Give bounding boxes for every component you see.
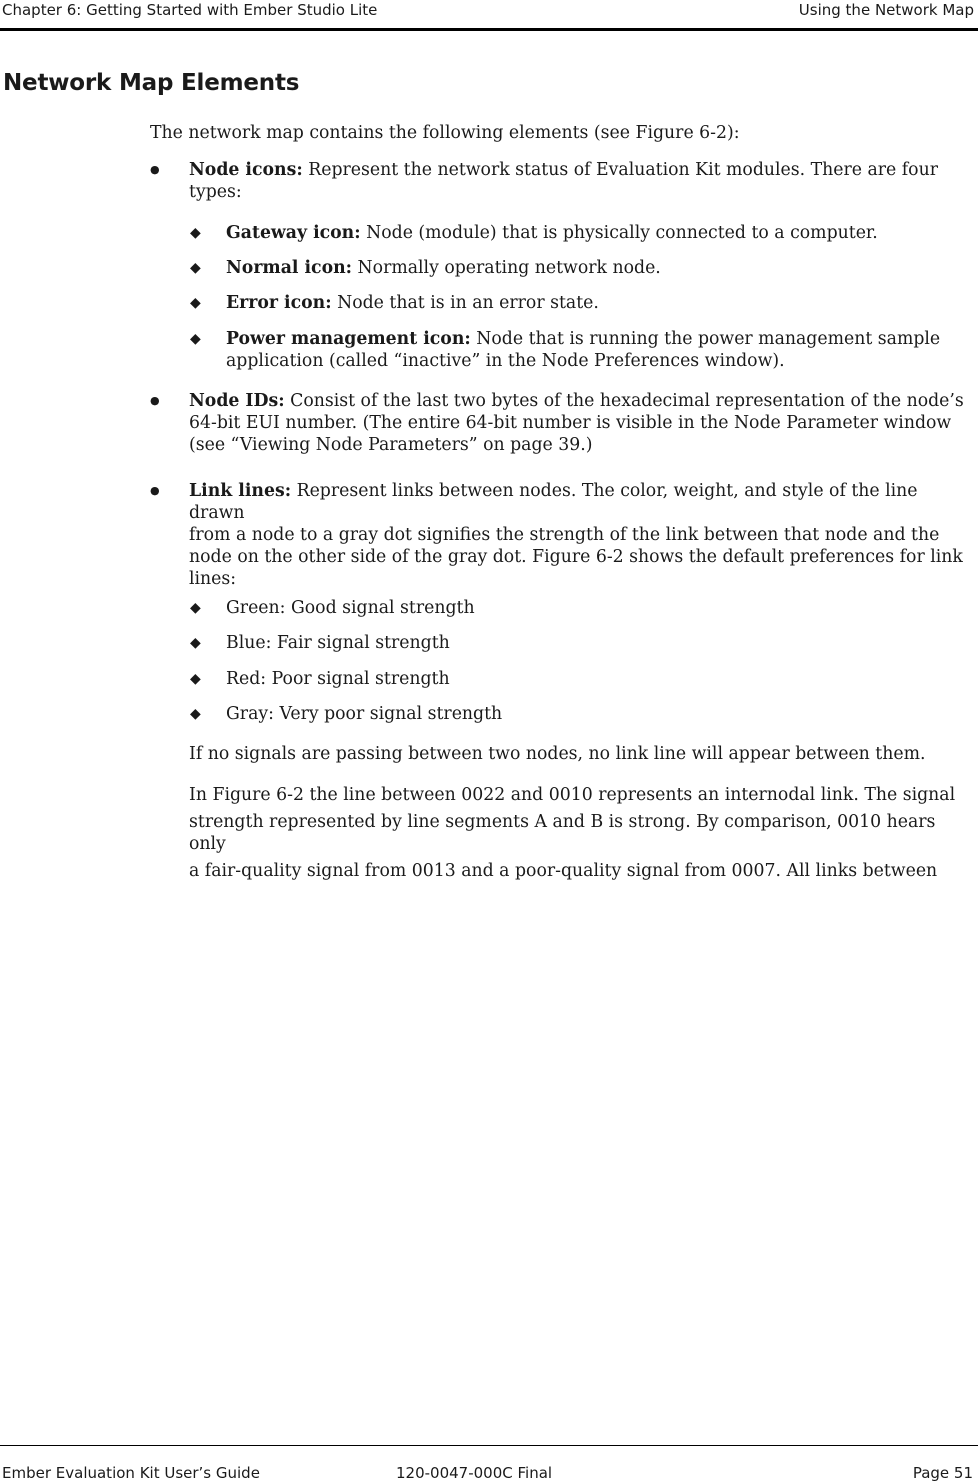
sub-text: [226, 222, 976, 244]
term-label: Link lines:: [189, 481, 292, 501]
sub-text: Green: Good signal strength: [226, 598, 475, 618]
diamond-bullet-icon: ◆: [190, 635, 201, 651]
figure-explanation-paragraph: [189, 784, 975, 882]
sub-item-blue: [0, 632, 978, 654]
term-label: Error icon:: [226, 293, 332, 313]
sub-item-gray: [0, 703, 978, 725]
term-label: Normal icon:: [226, 258, 353, 278]
diamond-bullet-icon: ◆: [190, 260, 201, 276]
page-title: Network Map Elements: [3, 70, 300, 96]
paragraph-line: In Figure 6-2 the line between 0022 and 0010 represents an internodal link. The signal: [189, 785, 956, 805]
description-text: application (called “inactive” in the Node Preferences window).: [226, 351, 785, 371]
sub-text: [226, 328, 976, 372]
description-text: Represent the network status of Evaluation Kit modules. There are four: [302, 160, 938, 180]
diamond-bullet-icon: ◆: [190, 671, 201, 687]
list-item-link-lines: [0, 480, 978, 589]
sub-text: [226, 257, 976, 279]
bullet-icon: ●: [150, 394, 160, 407]
description-text: Normally operating network node.: [352, 258, 661, 278]
section-name: Using the Network Map: [798, 1, 974, 19]
description-text: from a node to a gray dot signifies the strength of the link between that node and the: [189, 525, 940, 545]
term-label: Power management icon:: [226, 329, 471, 349]
sub-item-gateway: [0, 222, 978, 244]
description-text: Node that is running the power management sample: [470, 329, 941, 349]
sub-item-power-management: [0, 328, 978, 378]
sub-item-normal: [0, 257, 978, 279]
term-label: Node icons:: [189, 160, 303, 180]
paragraph-line: a fair-quality signal from 0013 and a poor-quality signal from 0007. All links between: [189, 861, 938, 881]
diamond-bullet-icon: ◆: [190, 295, 201, 311]
bullet-icon: ●: [150, 163, 160, 176]
description-text: lines:: [189, 569, 237, 589]
description-text: 64-bit EUI number. (The entire 64-bit number is visible in the Node Parameter window: [189, 413, 952, 433]
intro-paragraph: The network map contains the following elements (see Figure 6-2):: [150, 123, 740, 143]
page-number: Page 51: [912, 1464, 973, 1482]
description-text: node on the other side of the gray dot. Figure 6-2 shows the default preferences for link: [189, 547, 963, 567]
document-number: 120-0047-000C Final: [396, 1464, 553, 1482]
running-footer: [0, 1445, 978, 1483]
bullet-text: [189, 390, 975, 456]
sub-item-error: [0, 292, 978, 314]
sub-text: Blue: Fair signal strength: [226, 633, 450, 653]
bullet-text: [189, 159, 975, 203]
diamond-bullet-icon: ◆: [190, 600, 201, 616]
guide-title: Ember Evaluation Kit User’s Guide: [2, 1464, 260, 1482]
paragraph-line: strength represented by line segments A and B is strong. By comparison, 0010 hears only: [189, 812, 936, 854]
sub-item-red: [0, 668, 978, 690]
diamond-bullet-icon: ◆: [190, 225, 201, 241]
list-item-node-icons: [0, 159, 978, 209]
chapter-title: Chapter 6: Getting Started with Ember Studio Lite: [2, 1, 378, 19]
description-text: (see “Viewing Node Parameters” on page 39.): [189, 435, 593, 455]
bullet-icon: ●: [150, 484, 160, 497]
list-item-node-ids: [0, 390, 978, 460]
diamond-bullet-icon: ◆: [190, 706, 201, 722]
sub-item-green: [0, 597, 978, 619]
description-text: types:: [189, 182, 242, 202]
description-text: Node that is in an error state.: [331, 293, 599, 313]
bullet-text: [189, 480, 975, 590]
description-text: Consist of the last two bytes of the hexadecimal representation of the node’s: [284, 391, 964, 411]
sub-text: Gray: Very poor signal strength: [226, 704, 503, 724]
sub-text: [226, 292, 976, 314]
sub-text: Red: Poor signal strength: [226, 669, 450, 689]
term-label: Gateway icon:: [226, 223, 361, 243]
diamond-bullet-icon: ◆: [190, 331, 201, 347]
no-signal-paragraph: If no signals are passing between two nodes, no link line will appear between them.: [189, 744, 926, 764]
term-label: Node IDs:: [189, 391, 285, 411]
running-header: [0, 0, 978, 31]
description-text: Represent links between nodes. The color, weight, and style of the line drawn: [189, 481, 918, 523]
description-text: Node (module) that is physically connected to a computer.: [360, 223, 878, 243]
